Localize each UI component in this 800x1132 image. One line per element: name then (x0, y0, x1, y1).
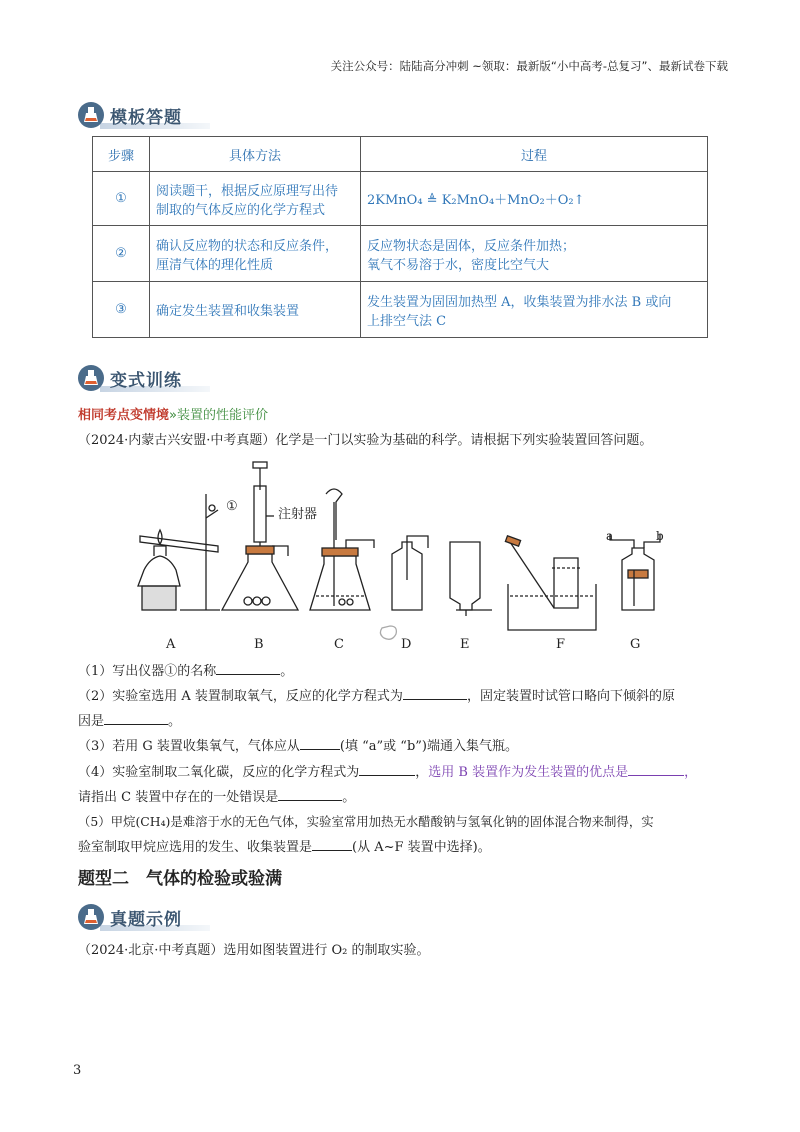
apparatus-d (380, 536, 428, 639)
apparatus-g (610, 534, 660, 610)
question-5: （5）甲烷(CH₄)是难溶于水的无色气体，实验室常用加热无水醋酸钠与氢氧化钠的固体混合物来制得，实 (78, 814, 654, 829)
label-d: D (401, 637, 412, 652)
table-header: 具体方法 (150, 137, 361, 172)
section-title: 变式训练 (110, 370, 182, 391)
question-4: （4）实验室制取二氧化碳，反应的化学方程式为 ，选用 B 装置作为发生装置的优点是 ， (78, 761, 728, 783)
question-4-cont: 请指出 C 装置中存在的一处错误是 。 (78, 786, 728, 808)
answer-blank[interactable] (278, 786, 342, 801)
answer-blank[interactable] (403, 685, 467, 700)
apparatus-f (505, 536, 596, 630)
answer-blank[interactable] (628, 761, 684, 776)
label-g: G (630, 637, 641, 652)
page-number: 3 (73, 1063, 82, 1078)
answer-blank[interactable] (359, 761, 415, 776)
section-real-heading (78, 903, 182, 931)
table-header: 步骤 (93, 137, 150, 172)
label-b: B (254, 637, 264, 652)
marker-label: ① (226, 499, 238, 514)
section-title: 模板答题 (110, 107, 182, 128)
table-row: ③ 确定发生装置和收集装置 发生装置为固固加热型 A，收集装置为排水法 B 或向 上排空气法 C (93, 282, 708, 338)
port-a-label: a (606, 529, 614, 543)
answer-blank[interactable] (312, 836, 352, 851)
variant-tag: 相同考点变情境»装置的性能评价 (78, 408, 268, 423)
question-5-cont: 验室制取甲烷应选用的发生、收集装置是 (从 A~F 装置中选择)。 (78, 836, 728, 858)
question-2-cont: 因是 。 (78, 710, 728, 732)
question-2: （2）实验室选用 A 装置制取氧气，反应的化学方程式为 ，固定装置时试管口略向下倾斜的原 (78, 685, 728, 707)
apparatus-c (310, 489, 374, 610)
question-1: （1）写出仪器①的名称 。 (78, 660, 728, 682)
table-row: ① 阅读题干，根据反应原理写出待 制取的气体反应的化学方程式 2KMnO₄ ≜ K₂MnO₄＋MnO₂＋O₂↑ (93, 172, 708, 226)
apparatus-e (450, 542, 492, 616)
steps-table (92, 136, 708, 338)
label-f: F (556, 637, 566, 652)
apparatus-b (222, 462, 298, 610)
section-template-heading (78, 101, 182, 129)
equation: 2KMnO₄ ≜ K₂MnO₄＋MnO₂＋O₂↑ (367, 193, 585, 208)
question-type-heading: 题型二 气体的检验或验满 (78, 869, 282, 889)
real-question-intro: （2024·北京·中考真题）选用如图装置进行 O₂ 的制取实验。 (78, 943, 430, 958)
label-e: E (460, 637, 470, 652)
answer-blank[interactable] (216, 660, 280, 675)
answer-blank[interactable] (300, 735, 340, 750)
flask-icon (78, 102, 104, 128)
syringe-label: 注射器 (278, 507, 318, 522)
header-note: 关注公众号：陆陆高分冲刺 ~领取：最新版“小中高考-总复习”、最新试卷下载 (330, 59, 728, 73)
label-a: A (166, 637, 176, 652)
port-b-label: b (656, 529, 664, 543)
table-row: ② 确认反应物的状态和反应条件， 厘清气体的理化性质 反应物状态是固体，反应条件加热； 氧气不易溶于水，密度比空气大 (93, 226, 708, 282)
apparatus-figure (120, 458, 700, 654)
flask-icon (78, 904, 104, 930)
apparatus-a (138, 494, 220, 610)
answer-blank[interactable] (104, 710, 168, 725)
flask-icon (78, 365, 104, 391)
question-intro: （2024·内蒙古兴安盟·中考真题）化学是一门以实验为基础的科学。请根据下列实验装置回答问题。 (78, 433, 653, 448)
section-title: 真题示例 (110, 909, 182, 930)
question-3: （3）若用 G 装置收集氧气，气体应从 (填 “a”或 “b”)端通入集气瓶。 (78, 735, 728, 757)
table-header: 过程 (361, 137, 708, 172)
section-variant-heading (78, 364, 182, 392)
label-c: C (334, 637, 344, 652)
